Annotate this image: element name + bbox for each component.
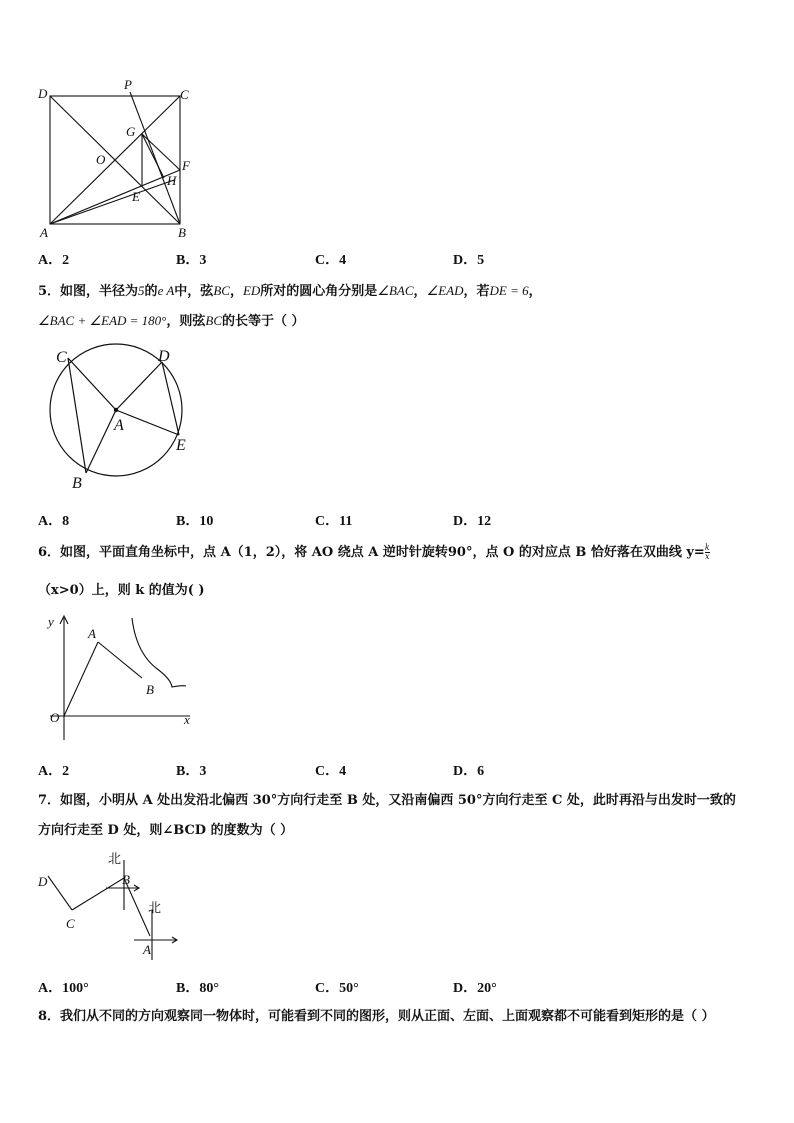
q6-label-y: y xyxy=(48,614,54,629)
q7-label-A: A xyxy=(143,942,151,957)
q5-figure xyxy=(40,340,200,495)
q4-option-c: C．4 xyxy=(315,253,347,268)
q5-label-A: A xyxy=(114,417,124,434)
q6-option-b: B．3 xyxy=(176,764,207,779)
q5-stem-line1: 5．如图，半径为5的e A中，弦BC，ED所对的圆心角分别是∠BAC，∠EAD，若DE = 6， xyxy=(38,283,542,299)
q4-label-G: G xyxy=(126,124,136,139)
q4-label-A: A xyxy=(40,225,48,240)
q6-stem-line2: （x>0）上，则 k 的值为( ) xyxy=(38,583,205,598)
q7-label-C: C xyxy=(66,916,75,931)
q7-option-a: A．100° xyxy=(38,981,89,996)
q6-label-B: B xyxy=(146,682,154,697)
q7-label-B: B xyxy=(122,872,130,887)
q5-label-B: B xyxy=(72,475,82,492)
q6-figure xyxy=(36,612,196,744)
q5-label-C: C xyxy=(56,349,67,366)
q4-option-a: A．2 xyxy=(38,253,70,268)
q7-option-b: B．80° xyxy=(176,981,219,996)
q6-option-d: D．6 xyxy=(453,764,485,779)
q5-option-a: A．8 xyxy=(38,514,70,529)
q7-stem-line2: 方向行走至 D 处，则∠BCD 的度数为（ ） xyxy=(38,823,294,838)
q5-option-b: B．10 xyxy=(176,514,214,529)
q7-stem-line1: 7．如图，小明从 A 处出发沿北偏西 30°方向行走至 B 处，又沿南偏西 50°方向行走至 C 处，此时再沿与出发时一致的 xyxy=(38,793,736,808)
q8-stem-line1: 8．我们从不同的方向观察同一物体时，可能看到不同的图形，则从正面、左面、上面观察都不可能看到矩形的是（ ） xyxy=(38,1009,715,1024)
q6-option-c: C．4 xyxy=(315,764,347,779)
q4-option-b: B．3 xyxy=(176,253,207,268)
q7-option-d: D．20° xyxy=(453,981,497,996)
q5-option-c: C．11 xyxy=(315,514,353,529)
q7-label-D: D xyxy=(38,874,48,889)
q4-figure xyxy=(30,70,210,245)
q4-label-F: F xyxy=(182,158,190,173)
q6-label-A: A xyxy=(88,626,96,641)
q5-stem-line2: ∠BAC + ∠EAD = 180°，则弦BC的长等于（ ） xyxy=(38,313,305,329)
q6-option-a: A．2 xyxy=(38,764,70,779)
q6-label-O: O xyxy=(50,710,60,725)
q4-label-O: O xyxy=(96,152,106,167)
q5-label-D: D xyxy=(158,348,170,365)
q6-fraction: $\frac{k}{x}$ xyxy=(704,543,710,561)
q4-label-P: P xyxy=(124,77,132,92)
q6-stem-line1: 6．如图，平面直角坐标中，点 A（1，2），将 AO 绕点 A 逆时针旋转90°，点 O 的对应点 B 恰好落在双曲线 y= $\frac{k}{x}$ xyxy=(38,543,710,561)
q6-label-x: x xyxy=(184,712,190,727)
q4-label-D: D xyxy=(38,86,48,101)
q5-option-d: D．12 xyxy=(453,514,492,529)
q7-figure xyxy=(30,848,185,963)
q7-label-north-1: 北 xyxy=(108,852,122,867)
q4-label-E: E xyxy=(132,189,140,204)
q4-label-B: B xyxy=(178,225,186,240)
q7-option-c: C．50° xyxy=(315,981,359,996)
q7-label-north-2: 北 xyxy=(148,901,162,916)
q4-label-H: H xyxy=(167,173,177,188)
q4-label-C: C xyxy=(180,87,189,102)
q5-label-E: E xyxy=(176,437,186,454)
q4-option-d: D．5 xyxy=(453,253,485,268)
